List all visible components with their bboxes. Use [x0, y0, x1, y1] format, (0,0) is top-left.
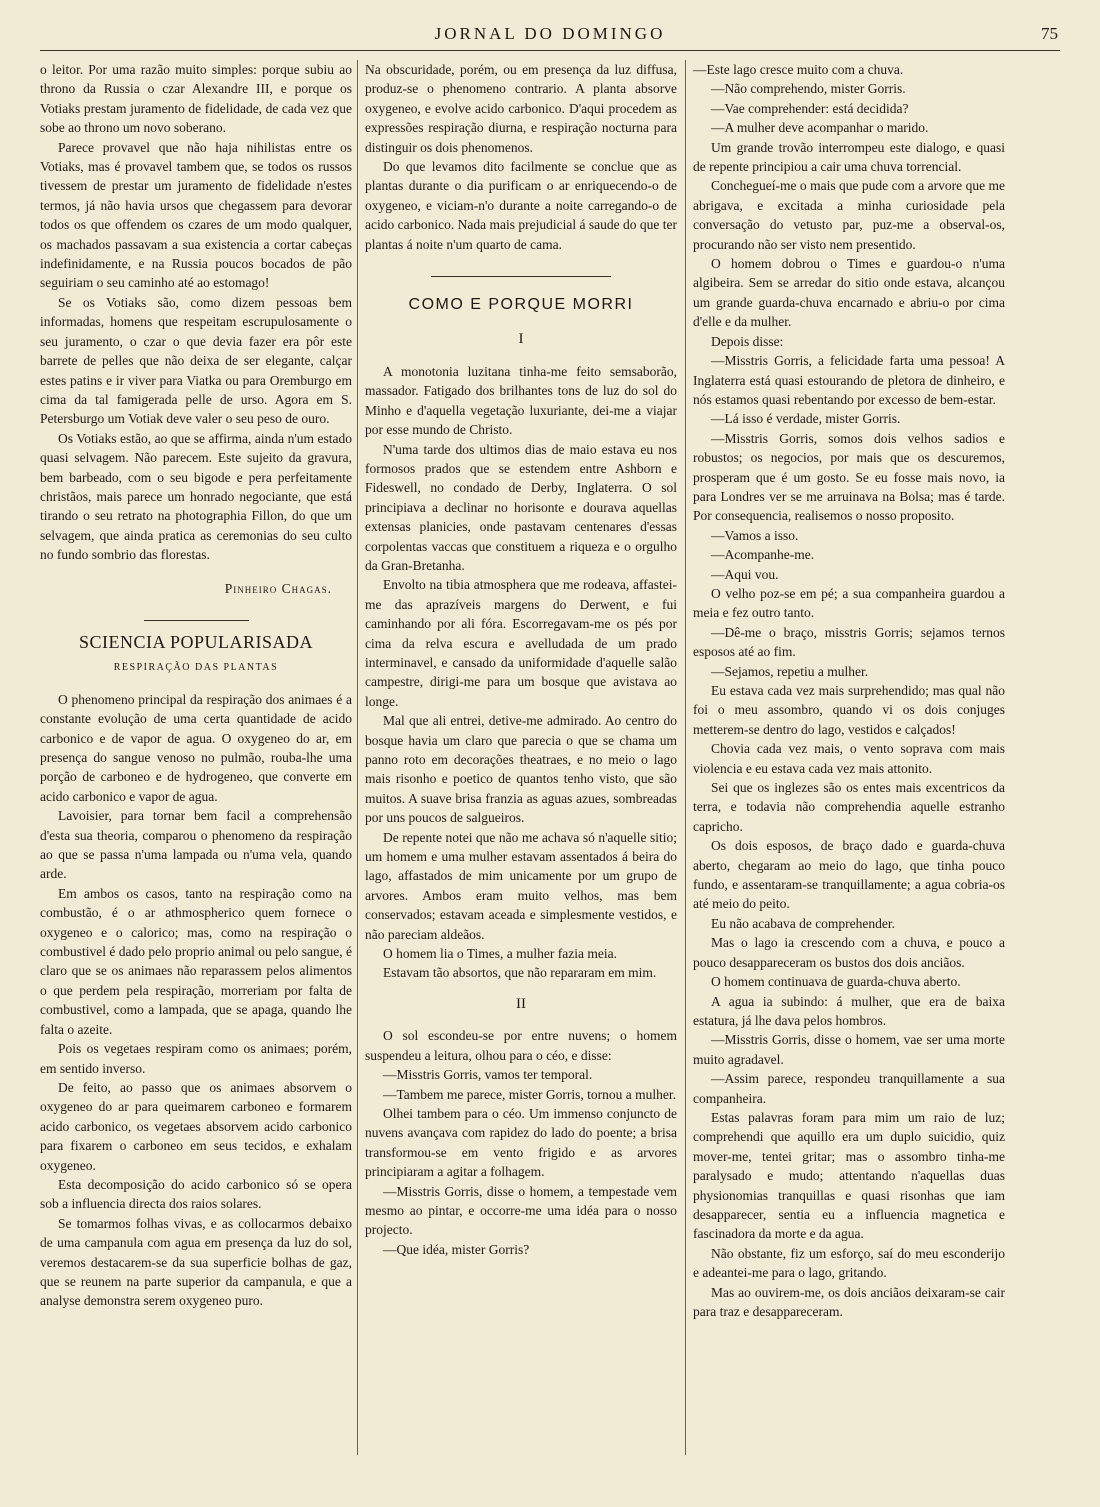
paragraph: Do que levamos dito facilmente se conclue que as plantas durante o dia purificam o ar enriquecendo-o de oxygeneo, e viciam-n'o durante a noite carregando-o de acido carbonico. Nada mais prejudicial á saude do que ter plantas á noite n'um quarto de cama. — [365, 159, 677, 252]
paragraph: A agua ia subindo: á mulher, que era de baixa estatura, já lhe dava pelos hombros. — [693, 993, 1005, 1028]
column-1 — [40, 60, 352, 1311]
paragraph: Depois disse: — [711, 333, 784, 349]
author-signature: Pinheiro Chagas. — [224, 580, 332, 596]
section-divider — [144, 620, 249, 621]
running-head — [40, 22, 1060, 51]
paragraph: Parece provavel que não haja nihilistas entre os Votiaks, mas é provavel tambem que, se todos os russos tivessem de prestar um juramento de fidelidade n'estes termos, já não havia ursos que chegassem para devorar todos os que offendem os czares de um modo qualquer, os machados passavam a sua existencia a cortar cabeças indefinidamente, e na Russia poucos bocados de pão seguiriam o seu caminho até ao estomago! — [40, 139, 352, 291]
paragraph: Os dois esposos, de braço dado e guarda-chuva aberto, chegaram ao meio do lago, que tinha pouco fundo, e assentaram-se tranquillamente; a agua cobria-os até meio do peito. — [693, 838, 1005, 912]
paragraph: —Aqui vou. — [711, 566, 779, 582]
paragraph: A monotonia luzitana tinha-me feito semsaborão, massador. Fatigado dos brilhantes tons de luz do sol do Minho e d'aquella vegetação luxuriante, dei-me a viajar por esse mundo de Christo. — [365, 363, 677, 438]
paragraph: Mas ao ouvirem-me, os dois anciãos deixaram-se cair para traz e desappareceram. — [693, 1284, 1005, 1319]
story-continuation — [693, 60, 1005, 1321]
paragraph: —Misstris Gorris, somos dois velhos sadios e robustos; os negocios, por mais que os descuremos, prosperam que é um gosto. Se eu fosse mais novo, ia para Londres ver se me arruinava na Bolsa; mas é tarde. Por consequencia, realisemos o nosso proposito. — [693, 430, 1005, 524]
paragraph: Um grande trovão interrompeu este dialogo, e quasi de repente principiou a cair uma chuva torrencial. — [693, 139, 1005, 175]
paragraph: —Assim parece, respondeu tranquillamente a sua companheira. — [693, 1071, 1005, 1106]
paragraph: O sol escondeu-se por entre nuvens; o homem suspendeu a leitura, olhou para o céo, e disse: — [365, 1028, 677, 1063]
paragraph: —Misstris Gorris, vamos ter temporal. — [383, 1067, 593, 1083]
paragraph: —Não comprehendo, mister Gorris. — [711, 81, 906, 97]
paragraph: Conchegueí-me o mais que pude com a arvore que me abrigava, e excitada a minha curiosidade pela conversação do vetusto par, puz-me a observal-os, procurando não ser visto nem presentido. — [693, 178, 1005, 252]
paragraph: Em ambos os casos, tanto na respiração como na combustão, é o ar athmospherico quem fornece o oxygeneo e o calorico; mas, como na respiração o combustivel é dado pelo proprio animal ou pelo sangue, é claro que se os animaes não reparassem pelos alimentos o que perdem pela respiração, morreriam por falta de combustivel, como a lampada, que se apaga, quando lhe falta o azeite. — [40, 885, 352, 1037]
paragraph: —A mulher deve acompanhar o marido. — [711, 120, 929, 136]
paragraph: Olhei tambem para o céo. Um immenso conjuncto de nuvens avançava com rapidez do lado do poente; a brisa transformou-se em vento frigido e as arvores principiaram a agitar a folhagem. — [365, 1105, 677, 1180]
paragraph: Se tomarmos folhas vivas, e as collocarmos debaixo de uma campanula com agua em presença da luz do sol, veremos destacarem-se da sua superficie bolhas de gaz, que se reunem na parte superior da campanula, e que a analyse demonstra serem oxygeneo puro. — [40, 1215, 352, 1309]
paragraph: —Que idéa, mister Gorris? — [383, 1241, 530, 1257]
column-rule — [357, 60, 358, 1455]
column-rule — [685, 60, 686, 1455]
paragraph: Eu não acabava de comprehender. — [711, 915, 896, 931]
part-numeral: I — [518, 331, 524, 348]
journal-title: JORNAL DO DOMINGO — [434, 24, 666, 43]
paragraph: —Dê-me o braço, misstris Gorris; sejamos ternos esposos até ao fim. — [693, 624, 1005, 660]
section-title: SCIENCIA POPULARISADA — [78, 631, 314, 652]
column-3 — [693, 60, 1005, 1321]
section-subtitle: RESPIRAÇÃO DAS PLANTAS — [113, 662, 279, 674]
paragraph: Estavam tão absortos, que não repararam em mim. — [383, 965, 657, 981]
paragraph: De feito, ao passo que os animaes absorvem o oxygeneo do ar para queimarem carboneo e formarem acido carbonico, os vegetaes absorvem acido carbonico para fixarem o carboneo em seus tecidos, e exhalam oxygeneo. — [40, 1079, 352, 1173]
paragraph: Se os Votiaks são, como dizem pessoas bem informadas, homens que respeitam escrupulosamente o seu juramento, o czar o que devia fazer era pôr este barrete de pelles que não deixa de ser elegante, calçar estes patins e ir viver para Viatka ou para Oremburgo em cima da tal famigerada pelle de urso. Agora em S. Petersburgo um Votiak deve valer o seu peso de ouro. — [40, 294, 352, 427]
paragraph: —Sejamos, repetiu a mulher. — [711, 663, 869, 679]
paragraph: N'uma tarde dos ultimos dias de maio estava eu nos formosos prados que se estendem entre Ashborn e Fideswell, no condado de Derby, Inglaterra. O sol principiava a declinar no horisonte e dourava aquellas extensas planicies, onde pastavam centenares d'essas corpolentas vaccas que constituem a riqueza e o orgulho da Gran-Bretanha. — [365, 441, 677, 573]
paragraph: Na obscuridade, porém, ou em presença da luz diffusa, produz-se o phenomeno contrario. A planta absorve oxygeneo, e evolve acido carbonico. D'aqui procedem as expressões respiração diurna, e respiração nocturna para distinguir os dois phenomenos. — [365, 62, 677, 155]
paragraph: Os Votiaks estão, ao que se affirma, ainda n'um estado quasi selvagem. Não parecem. Este sujeito da gravura, bem barbeado, com o seu bigode e pera perfeitamente christãos, mais parece um honrado negociante, que está tirando o seu retrato na photographia Fillon, do que um selvagem, que ainda pratica as ceremonias do seu culto no fundo sombrio das florestas. — [40, 430, 352, 563]
paragraph: —Misstris Gorris, disse o homem, a tempestade vem mesmo ao pintar, e occorre-me uma idéa para o nosso projecto. — [365, 1183, 677, 1238]
paragraph: Mas o lago ia crescendo com a chuva, e pouco a pouco desappareceram os bustos dos dois anciãos. — [693, 935, 1005, 970]
paragraph: —Misstris Gorris, a felicidade farta uma pessoa! A Inglaterra está quasi estourando de pletora de dinheiro, e nós estamos quasi rebentando por excesso de bem-estar. — [693, 353, 1005, 407]
paragraph: De repente notei que não me achava só n'aquelle sitio; um homem e uma mulher estavam assentados á beira do lago, affastados de mim unicamente por um grupo de arvores. Ambos eram muito velhos, mas bem conservados; estavam aceada e simplesmente vestidos, e não pareciam aldeãos. — [365, 829, 677, 942]
paragraph: O homem dobrou o Times e guardou-o n'uma algibeira. Sem se arredar do sitio onde estava, alcançou um grande guarda-chuva encarnado e abriu-o por cima d'elle e da mulher. — [693, 256, 1005, 330]
page-number: 75 — [1041, 24, 1058, 43]
paragraph: —Misstris Gorris, disse o homem, vae ser uma morte muito agradavel. — [693, 1032, 1005, 1067]
story-divider — [431, 276, 611, 277]
paragraph: —Vae comprehender: está decidida? — [711, 100, 909, 116]
paragraph: —Vamos a isso. — [711, 527, 799, 543]
paragraph: —Tambem me parece, mister Gorris, tornou a mulher. — [383, 1086, 676, 1102]
paragraph: Esta decomposição do acido carbonico só se opera sob a influencia directa dos raios solares. — [40, 1176, 352, 1212]
paragraph: Chovia cada vez mais, o vento soprava com mais violencia e eu estava cada vez mais attonito. — [693, 741, 1005, 776]
paragraph: Envolto na tibia atmosphera que me rodeava, affastei-me das aprazíveis margens do Derwent, e fui caminhando por ali fóra. Escorregavam-me os pés por cima da relva escura e avelludada de um prado interminavel, e cansado da uniformidade d'aquelle salão campestre, dirigi-me para um bosque que avistava ao longe. — [365, 577, 677, 709]
paragraph: O homem lia o Times, a mulher fazia meia. — [383, 946, 617, 962]
paragraph: —Lá isso é verdade, mister Gorris. — [711, 411, 901, 427]
paragraph: o leitor. Por uma razão muito simples: porque subiu ao throno da Russia o czar Alexandre III, e porque os Votiaks prestam juramento de fidelidade, de cada vez que sobe ao throno um novo soberano. — [40, 62, 352, 136]
paragraph: —Acompanhe-me. — [711, 547, 815, 563]
article-votiaks-end — [40, 60, 352, 565]
paragraph: Sei que os inglezes são os entes mais excentricos da terra, e todavia não comprehendia aquelle estranho capricho. — [693, 780, 1005, 834]
article-respiration — [40, 690, 352, 1311]
paragraph: O phenomeno principal da respiração dos animaes é a constante evolução de uma certa quantidade de acido carbonico e de vapor de agua. O oxygeneo do ar, em presença do sangue venoso no pulmão, rouba-lhe uma porção de carboneo e de hydrogeneo, que converte em acido carbonico e vapor de agua. — [40, 691, 352, 804]
paragraph: —Este lago cresce muito com a chuva. — [693, 62, 904, 77]
story-part-1 — [365, 362, 677, 983]
part-numeral: II — [516, 995, 526, 1012]
paragraph: Lavoisier, para tornar bem facil a comprehensão d'esta sua theoria, comparou o phenomeno da respiração ao que se passa n'uma lampada ou n'uma vela, quando arde. — [40, 808, 352, 882]
paragraph: O velho poz-se em pé; a sua companheira guardou a meia e fez outro tanto. — [693, 585, 1005, 621]
story-title: COMO E PORQUE MORRI — [408, 296, 634, 314]
paragraph: Pois os vegetaes respiram como os animaes; porém, em sentido inverso. — [40, 1041, 352, 1076]
story-part-2 — [365, 1026, 677, 1259]
paragraph: Estas palavras foram para mim um raio de luz; comprehendi que aquillo era um duplo suicidio, quiz mover-me, tentei gritar; mas o assombro tinha-me paralysado e mudo; attentando n'aquellas duas physionomias tranquillas e quasi risonhas que iam desapparecer, sentia eu a influencia magnetica e fascinadora da morte e da agua. — [693, 1109, 1005, 1242]
article-respiration-end — [365, 60, 677, 254]
paragraph: Mal que ali entrei, detive-me admirado. Ao centro do bosque havia um claro que parecia o que se chama um panno roto em decorações theatraes, e no meio o lago mais risonho e poetico de quantos tenho visto, que são muitos. A suave brisa franzia as aguas azues, sombreadas por uns poucos de salgueiros. — [365, 713, 677, 826]
paragraph: Não obstante, fiz um esforço, saí do meu esconderijo e adeantei-me para o lago, gritando. — [693, 1245, 1005, 1281]
paragraph: O homem continuava de guarda-chuva aberto. — [711, 974, 961, 990]
paragraph: Eu estava cada vez mais surprehendido; mas qual não foi o meu assombro, quando vi os dois conjuges metterem-se dentro do lago, vestidos e calçados! — [693, 683, 1005, 737]
column-2 — [365, 60, 677, 1259]
